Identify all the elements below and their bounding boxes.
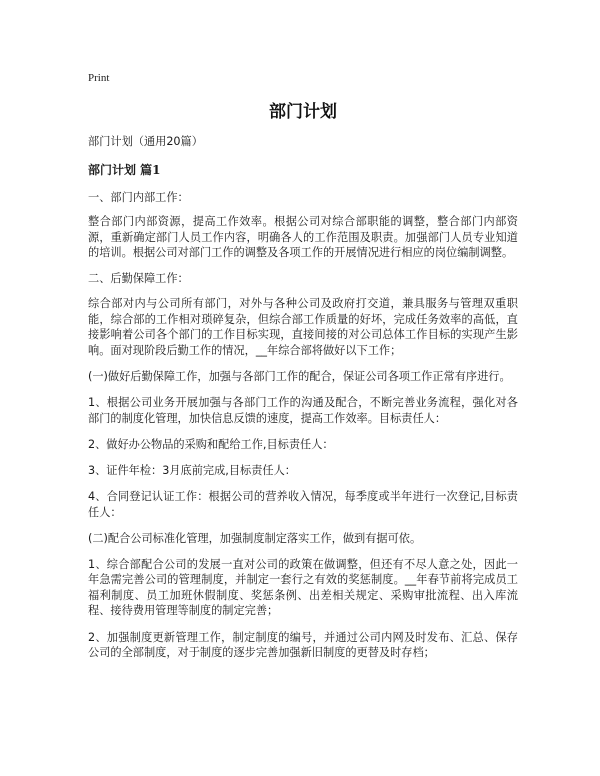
paragraph: 整合部门内部资源，提高工作效率。根据公司对综合部职能的调整，整合部门内部资源，重新确定部门人员工作内容，明确各人的工作范围及职责。加强部门人员专业知道的培训。根据公司对部门工作的调整及各项工作的开展情况进行相应的岗位编制调整。 [88,215,518,260]
paragraph: 4、合同登记认证工作：根据公司的营养收入情况，每季度或半年进行一次登记,目标责任人： [88,489,518,519]
document-subtitle: 部门计划（通用20篇） [88,135,203,148]
section-heading: 部门计划 篇1 [88,162,161,177]
paragraph: (二)配合公司标准化管理，加强制度制定落实工作，做到有据可依。 [88,531,422,545]
paragraph: 二、后勤保障工作： [88,272,189,286]
paragraph: 1、综合部配合公司的发展一直对公司的政策在做调整，但还有不尽人意之处，因此一年急需完善公司的管理制度，并制定一套行之有效的奖惩制度。__年春节前将完成员工福利制度、员工加班休假制度、奖惩条例、出差相关规定、采购审批流程、出入库流程、接待费用管理等制度的制定完善； [88,557,518,618]
paragraph: 1、根据公司业务开展加强与各部门工作的沟通及配合，不断完善业务流程，强化对各部门的制度化管理，加快信息反馈的速度，提高工作效率。目标责任人： [88,396,518,425]
page-title: 部门计划 [269,102,337,122]
document-body [88,134,518,671]
paragraph: 2、加强制度更新管理工作，制定制度的编号，并通过公司内网及时发布、汇总、保存公司的全部制度，对于制度的逐步完善加强新旧制度的更替及时存档； [88,630,518,660]
paragraph: (一)做好后勤保障工作，加强与各部门工作的配合，保证公司各项工作正常有序进行。 [88,369,511,383]
print-link[interactable]: Print [88,72,110,84]
paragraph: 一、部门内部工作： [88,190,189,204]
paragraph: 3、证件年检：3月底前完成,目标责任人： [88,463,296,477]
paragraph: 2、做好办公物品的采购和配给工作,目标责任人： [88,437,334,451]
paragraph: 综合部对内与公司所有部门，对外与各种公司及政府打交道，兼具服务与管理双重职能，综合部的工作相对琐碎复杂，但综合部工作质量的好坏，完成任务效率的高低，直接影响着公司各个部门的工作目标实现，直接间接的对公司总体工作目标的实现产生影响。面对现阶段后勤工作的情况，__年综合部将做好以下工作； [88,297,518,357]
